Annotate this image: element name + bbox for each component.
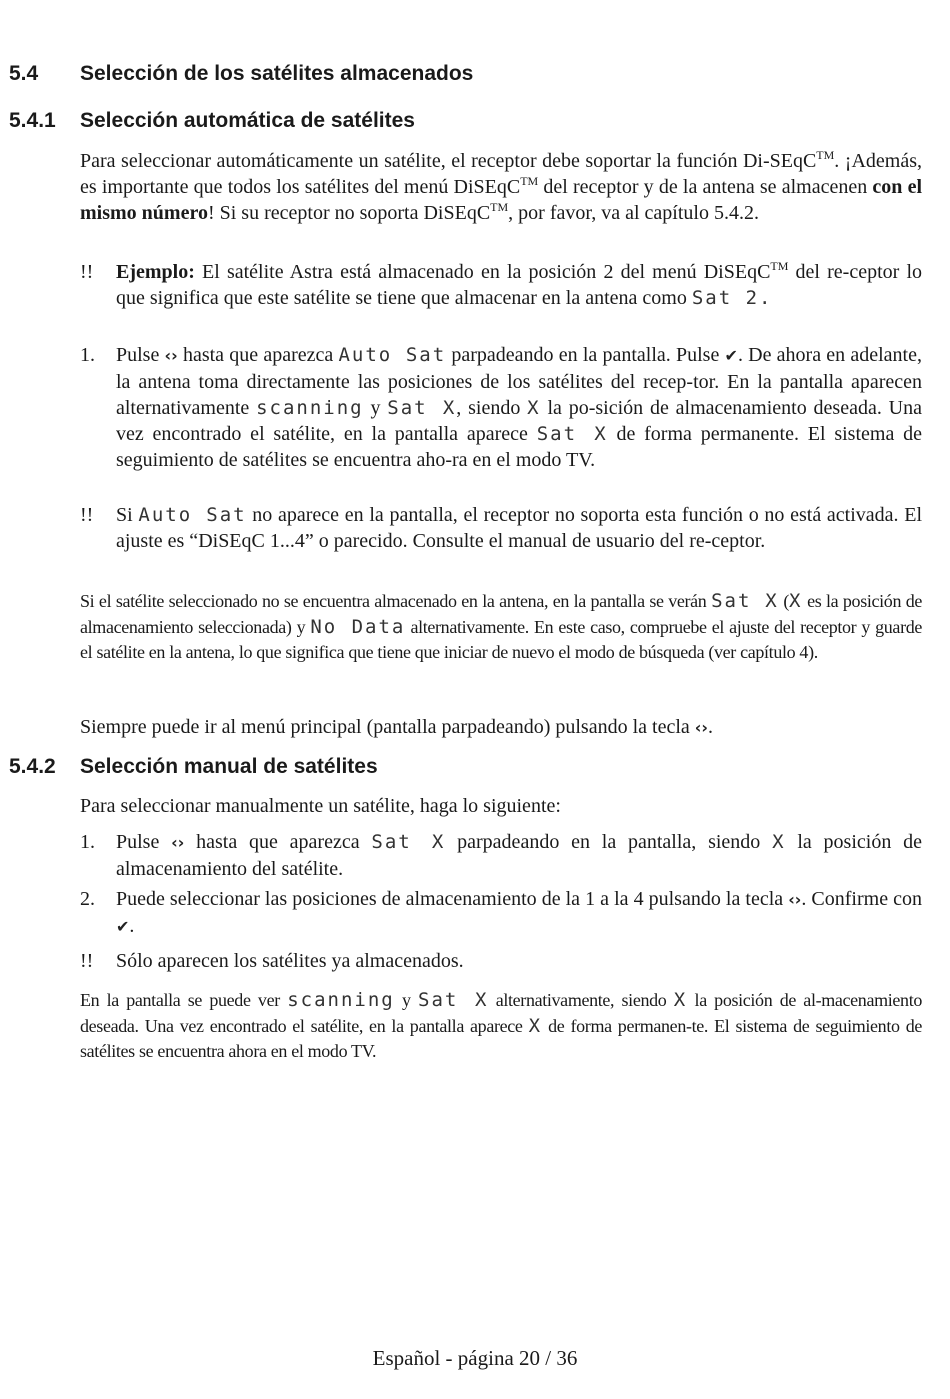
arrow-keys-icon: ‹›: [694, 718, 708, 737]
not-stored-paragraph: Si el satélite seleccionado no se encuentra almacenado en la antena, en la pantalla se verán Sat X (X es la posición de almacenamiento seleccionada) y No Data alternativamente. En este caso, compruebe el ajuste del receptor y guarde el satélite en la antena, lo que significa que tiene que iniciar de nuevo el modo de búsqueda (ver capítulo 4).: [80, 590, 923, 662]
lcd-text-sat-x: Sat X: [387, 397, 457, 419]
section-number: 5.4.2: [9, 755, 56, 778]
lcd-text-sat-2: Sat 2.: [691, 287, 773, 309]
attention-marker: !!: [80, 261, 94, 283]
lcd-text-scanning: scanning: [287, 989, 395, 1011]
section-number: 5.4.1: [9, 109, 56, 132]
example-note: !! Ejemplo: El satélite Astra está almacenado en la posición 2 del menú DiSEqC™ del re-ceptor lo que significa que este satélite se tiene que almacenar en la antena como Sat 2.: [80, 259, 922, 309]
manual-result-paragraph: En la pantalla se puede ver scanning y Sat X alternativamente, siendo X la posición de al-macenamiento deseada. Una vez encontrado el satélite, en la pantalla aparece X de forma permanen-te. El sistema de seguimiento de satélites se encuentra ahora en el modo TV.: [80, 989, 922, 1061]
section-heading-5-4: [9, 62, 473, 86]
arrow-keys-icon: ‹›: [788, 890, 802, 909]
example-label: Ejemplo:: [116, 261, 195, 283]
lcd-text-x: X: [527, 397, 541, 419]
step-number: 1.: [80, 831, 95, 853]
trademark-mark: TM: [520, 174, 539, 188]
auto-sat-note: !! Si Auto Sat no aparece en la pantalla, el receptor no soporta esta función o no está activada. El ajuste es “DiSEqC 1...4” o parecido. Consulte el manual de usuario del re-ceptor.: [80, 504, 922, 552]
manual-intro-paragraph: Para seleccionar manualmente un satélite, haga lo siguiente:: [80, 795, 561, 817]
lcd-text-sat-x: Sat X: [536, 423, 608, 445]
trademark-mark: TM: [816, 148, 835, 162]
emphasis: con el mismo número: [80, 176, 922, 224]
check-icon: ✔: [724, 346, 738, 365]
section-heading-5-4-1: [9, 109, 415, 133]
section-heading-5-4-2: [9, 755, 378, 779]
attention-marker: !!: [80, 504, 94, 526]
section-title: Selección de los satélites almacenados: [80, 62, 474, 85]
section-number: 5.4: [9, 62, 39, 85]
lcd-text-x: X: [772, 831, 786, 853]
check-icon: ✔: [116, 917, 130, 936]
lcd-text-auto-sat: Auto Sat: [138, 504, 247, 526]
lcd-text-sat-x: Sat X: [418, 989, 489, 1011]
lcd-text-auto-sat: Auto Sat: [338, 344, 447, 366]
auto-step-1: 1. Pulse ‹› hasta que aparezca Auto Sat parpadeando en la pantalla. Pulse ✔. De ahora en adelante, la antena toma directamente las posiciones de los satélites del recep-tor. En la pantalla aparecen alternativamente scanning y Sat X, siendo X la po-sición de almacenamiento deseada. Una vez encontrado el satélite, en la pantalla aparece Sat X de forma permanente. El sistema de seguimiento de satélites se encuentra aho-ra en el modo TV.: [80, 344, 922, 471]
stored-only-note: [80, 948, 922, 974]
main-menu-paragraph: Siempre puede ir al menú principal (pantalla parpadeando) pulsando la tecla ‹›.: [80, 716, 713, 738]
lcd-text-scanning: scanning: [256, 397, 364, 419]
attention-marker: !!: [80, 950, 94, 972]
intro-paragraph: Para seleccionar automáticamente un satélite, el receptor debe soportar la función Di-SEqC™. ¡Además, es importante que todos los satélites del menú DiSEqC™ del receptor y de la antena se almacenen con el mismo número! Si su receptor no soporta DiSEqC™, por favor, va al capítulo 5.4.2.: [80, 148, 922, 224]
manual-step-2: 2. Puede seleccionar las posiciones de almacenamiento de la 1 a la 4 pulsando la tecla ‹›. Confirme con ✔.: [80, 888, 923, 937]
page-footer: Español - página 20 / 36: [372, 1346, 578, 1370]
step-number: 2.: [80, 888, 95, 910]
trademark-mark: TM: [490, 200, 509, 214]
lcd-text-x: X: [789, 590, 803, 612]
section-title: Selección manual de satélites: [80, 755, 378, 778]
lcd-text-x: X: [673, 989, 688, 1011]
lcd-text-sat-x: Sat X: [711, 590, 779, 612]
note-text: Sólo aparecen los satélites ya almacenados.: [116, 950, 464, 972]
lcd-text-x: X: [528, 1014, 543, 1037]
trademark-mark: TM: [770, 259, 789, 273]
lcd-text-no-data: No Data: [310, 615, 406, 638]
lcd-text-sat-x: Sat X: [371, 831, 446, 853]
step-number: 1.: [80, 344, 95, 366]
manual-step-1: 1. Pulse ‹› hasta que aparezca Sat X parpadeando en la pantalla, siendo X la posición de almacenamiento del satélite.: [80, 831, 922, 880]
arrow-keys-icon: ‹›: [171, 833, 185, 852]
arrow-keys-icon: ‹›: [164, 346, 178, 365]
section-title: Selección automática de satélites: [80, 109, 415, 132]
